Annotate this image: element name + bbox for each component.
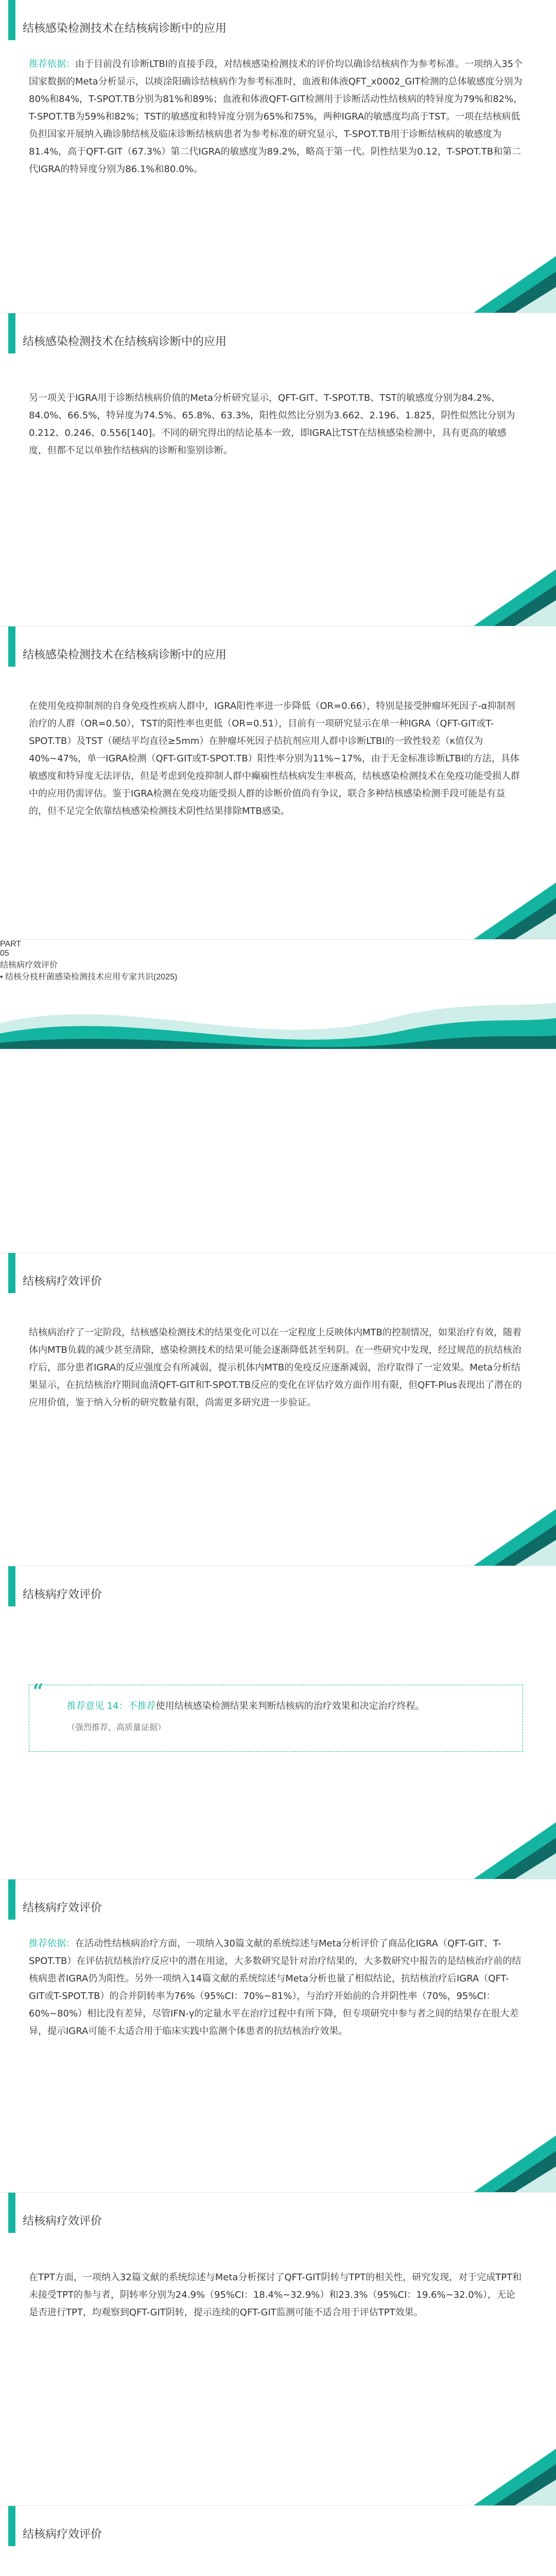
- paragraph-text: 另一项关于IGRA用于诊断结核病价值的Meta分析研究显示，QFT-GIT、T-SPOT.TB、TST的敏感度分别为84.2%、84.0%、66.5%，特异度为74.5%、65.8%、63.3%，阳性似然比分别为3.662、2.196、1.825，阴性似然比分别为0.212、0.246、0.556[140]。不同的研究得出的结论基本一致，即IGRA比TST在结核感染检测中，具有更高的敏感度，但都不足以单独作结核病的诊断和鉴别诊断。: [29, 393, 515, 456]
- title-accent-bar: [8, 2506, 15, 2546]
- corner-decoration: [515, 1853, 556, 1879]
- slide-body: [29, 1324, 523, 1412]
- slide-body: [29, 698, 523, 820]
- title-accent-bar: [8, 1879, 15, 1920]
- paragraph-text: 在TPT方面，一项纳入32篇文献的系统综述与Meta分析探讨了QFT-GIT阴转与TPT的相关性，研究发现，对于完成TPT和未接受TPT的参与者，阴转率分别为24.9%（95%CI：18.4%~32.9%）和23.3%（95%CI：19.6%~32.0%），无论是否进行TPT，均观察到QFT-GIT阴转，提示连续的QFT-GIT监测可能不适合用于评估TPT效果。: [29, 2272, 522, 2318]
- paragraph-text: 由于目前没有诊断LTBI的直接手段，对结核感染检测技术的评价均以确诊结核病作为参考标准。一项纳入35个国家数据的Meta分析显示，以痰涂阳确诊结核病作为参考标准时，血液和体液QFT_x0002_GIT检测的总体敏感度分别为80%和84%，T-SPOT.TB分别为81%和89%；血液和体液QFT-GIT检测用于诊断活动性结核病的特异度为79%和82%，T-SPOT.TB为59%和82%；TST的敏感度和特异度分别为65%和75%，两种IGRA的敏感度均高于TST。一项在结核病低负担国家开展纳入确诊肺结核及临床诊断结核病患者为参考标准的研究显示，T-SPOT.TB用于诊断结核病的敏感度为81.4%，高于QFT-GIT（67.3%）第二代IGRA的敏感度为89.2%，略高于第一代。阴性结果为0.12，T-SPOT.TB和第二代IGRA的特异度分别为86.1%和80.0%。: [29, 59, 523, 175]
- slide-title: 结核病疗效评价: [23, 2528, 102, 2541]
- corner-decoration: [515, 2480, 556, 2505]
- slide-body: [29, 389, 523, 460]
- title-accent-bar: [8, 626, 15, 667]
- slide-2: [0, 313, 556, 626]
- paragraph-text: 结核病治疗了一定阶段，结核感染检测技术的结果变化可以在一定程度上反映体内MTB的控制情况，如果治疗有效，随着体内MTB负载的减少甚至清除，感染检测技术的结果可能会逐渐降低甚至转阴。在一些研究中发现，经过规范的抗结核治疗后，部分患者IGRA的反应强度会有所减弱，提示机体内MTB的免疫反应逐渐减弱，治疗取得了一定效果。Meta分析结果显示，在抗结核治疗期间血清QFT-GIT和T-SPOT.TB反应的变化在评估疗效方面作用有限，但QFT-Plus表现出了潜在的应用价值，鉴于纳入分析的研究数量有限，尚需更多研究进一步验证。: [29, 1327, 522, 1408]
- recommendation-text: [67, 1698, 510, 1715]
- recommendation-box: [29, 1685, 523, 1752]
- title-accent-bar: [8, 313, 15, 353]
- slide-3: [0, 626, 556, 940]
- slide-title: 结核病疗效评价: [23, 1275, 102, 1288]
- slide-9: [0, 2506, 556, 2576]
- part-label: PART: [0, 940, 22, 948]
- slide-8: [0, 2193, 556, 2506]
- title-accent-bar: [8, 0, 15, 40]
- quote-mark-icon: “: [32, 1680, 44, 1706]
- title-accent-bar: [8, 1566, 15, 1606]
- slide-6: [0, 1566, 556, 1879]
- slide-title: 结核病疗效评价: [23, 1588, 102, 1601]
- slide-title: 结核病疗效评价: [23, 1902, 102, 1914]
- slide-body: [29, 56, 523, 178]
- slide-title: 结核感染检测技术在结核病诊断中的应用: [23, 22, 227, 35]
- slide-body: [29, 1935, 523, 2040]
- recommendation-basis-label: 推荐依据：: [29, 1938, 75, 1949]
- paragraph-text: 在活动性结核病治疗方面，一项纳入30篇文献的系统综述与Meta分析评价了商品化IGRA（QFT-GIT、T-SPOT.TB）在评估抗结核治疗反应中的潜在用途，大多数研究是针对治疗结果的，大多数研究中报告的是结核治疗前的结核病患者IGRA仍为阳性。另外一项纳入14篇文献的系统综述与Meta分析也量了相似结论，抗结核治疗后IGRA（QFT-GIT或T-SPOT.TB）的合并阴转率为76%（95%CI：70%~81%），与治疗开始前的合并阴性率（70%，95%CI：60%~80%）相比没有差异，尽管IFN-γ的定量水平在治疗过程中有所下降，但专项研究中参与者之间的结果存在很大差异，提示IGRA可能不太适合用于临床实践中监测个体患者的抗结核治疗效果。: [29, 1938, 522, 2037]
- slide-7: [0, 1879, 556, 2193]
- title-accent-bar: [8, 1253, 15, 1293]
- title-accent-bar: [8, 2193, 15, 2233]
- slide-1: [0, 0, 556, 313]
- slide-body: [29, 2269, 523, 2321]
- corner-decoration: [515, 287, 556, 313]
- section-title: 结核病疗效评价: [0, 961, 58, 970]
- bottom-wave-decoration: [0, 982, 556, 1049]
- section-subtitle: • 结核分枝杆菌感染检测技术应用专家共识(2025): [0, 973, 178, 981]
- slide-5: [0, 1253, 556, 1566]
- slide-title: 结核感染检测技术在结核病诊断中的应用: [23, 335, 227, 348]
- corner-decoration: [515, 600, 556, 626]
- part-number: 05: [0, 949, 9, 958]
- evidence-grade: （强烈推荐，高质量证据）: [67, 1722, 166, 1732]
- corner-decoration: [515, 913, 556, 939]
- corner-decoration: [515, 1540, 556, 1566]
- recommendation-basis-label: 推荐依据：: [29, 59, 75, 70]
- slide-title: 结核病疗效评价: [23, 2215, 102, 2228]
- paragraph-text: 在使用免疫抑制剂的自身免疫性疾病人群中，IGRA阳性率进一步降低（OR=0.66），特别是接受肿瘤坏死因子-α抑制剂治疗的人群（OR=0.50），TST的阳性率也更低（OR=0.51），目前有一项研究显示在单一种IGRA（QFT-GIT或T-SPOT.TB）及TST（硬结平均直径≥5mm）在肿瘤坏死因子拮抗剂应用人群中诊断LTBI的一致性较差（κ值仅为40%~47%，单一IGRA检测（QFT-GIT或T-SPOT.TB）阳性率分别为11%~17%，由于无金标准诊断LTBI的方法，具体敏感度和特异度无法评估，但是考虑到免疫抑制人群中癫痫性结核病发生率极高，结核感染检测技术在免疫功能受损人群中的应用仍需评估。鉴于IGRA检测在免疫功能受损人群的诊断价值尚有争议，联合多种结核感染检测手段可能是有益的，但不足完全依靠结核感染检测技术阴性结果排除MTB感染。: [29, 701, 520, 817]
- corner-decoration: [515, 2166, 556, 2192]
- slide-title: 结核感染检测技术在结核病诊断中的应用: [23, 649, 227, 662]
- section-divider-slide: [0, 940, 556, 1253]
- recommendation-label: 推荐意见 14：不推荐: [67, 1701, 156, 1711]
- recommendation-body: 使用结核感染检测结果来判断结核病的治疗效果和决定治疗终程。: [155, 1701, 425, 1711]
